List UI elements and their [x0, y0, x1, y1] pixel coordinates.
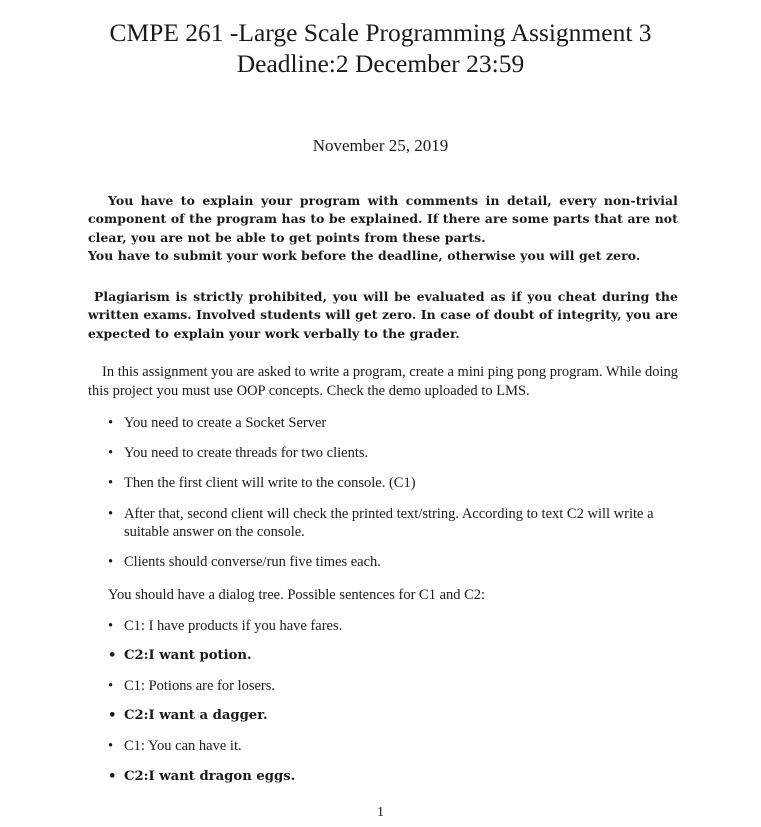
bullet-icon: • — [108, 415, 114, 431]
dialog-line: C1: Potions are for losers. — [124, 678, 276, 694]
plagiarism-notice — [88, 288, 678, 343]
dialog-line: C1: I have products if you have fares. — [124, 618, 343, 634]
bullet-icon: • — [108, 708, 117, 723]
deadline-title: Deadline:2 December 23:59 — [236, 49, 525, 78]
document-date: November 25, 2019 — [312, 136, 449, 155]
bullet-icon: • — [108, 738, 114, 754]
bullet-icon: • — [108, 648, 117, 663]
comments-notice — [88, 192, 678, 265]
intro-paragraph — [88, 363, 678, 400]
bullet-icon: • — [108, 554, 114, 570]
requirement-text: You need to create a Socket Server — [124, 415, 327, 431]
dialog-line: C1: You can have it. — [124, 738, 242, 754]
plagiarism-notice-text: Plagiarism is strictly prohibited, you will be evaluated as if you cheat during the written exams. Involved students will get zero. In case of doubt of integrity, you are expected to explain your work verbally to the grader. — [88, 289, 678, 341]
bullet-icon: • — [108, 618, 114, 634]
bullet-icon: • — [108, 769, 117, 784]
comments-notice-text: You have to explain your program with comments in detail, every non-trivial component of the program has to be explained. If there are some parts that are not clear, you are not be able to get points from these parts. — [88, 193, 678, 245]
requirement-text: Clients should converse/run five times each. — [124, 554, 381, 570]
bullet-icon: • — [108, 445, 114, 461]
deadline-notice-text: You have to submit your work before the deadline, otherwise you will get zero. — [88, 247, 641, 263]
requirement-text: Then the first client will write to the console. (C1) — [124, 475, 416, 491]
intro-text: In this assignment you are asked to write a program, create a mini ping pong program. While doing this project you must use OOP concepts. Check the demo uploaded to LMS. — [88, 364, 678, 399]
dialog-line: C2:I want a dagger. — [124, 708, 268, 723]
requirement-text: After that, second client will check the printed text/string. According to text C2 will write a suitable answer on the console. — [124, 506, 654, 540]
assignment-title: CMPE 261 -Large Scale Programming Assignment 3 — [109, 18, 652, 47]
bullet-icon: • — [108, 475, 114, 491]
bullet-icon: • — [108, 506, 114, 522]
dialog-line: C2:I want dragon eggs. — [124, 769, 296, 784]
page-number: 1 — [377, 805, 384, 820]
dialog-line: C2:I want potion. — [124, 648, 252, 663]
requirement-text: You need to create threads for two clients. — [124, 445, 369, 461]
dialog-intro: You should have a dialog tree. Possible sentences for C1 and C2: — [108, 587, 486, 603]
bullet-icon: • — [108, 678, 114, 694]
